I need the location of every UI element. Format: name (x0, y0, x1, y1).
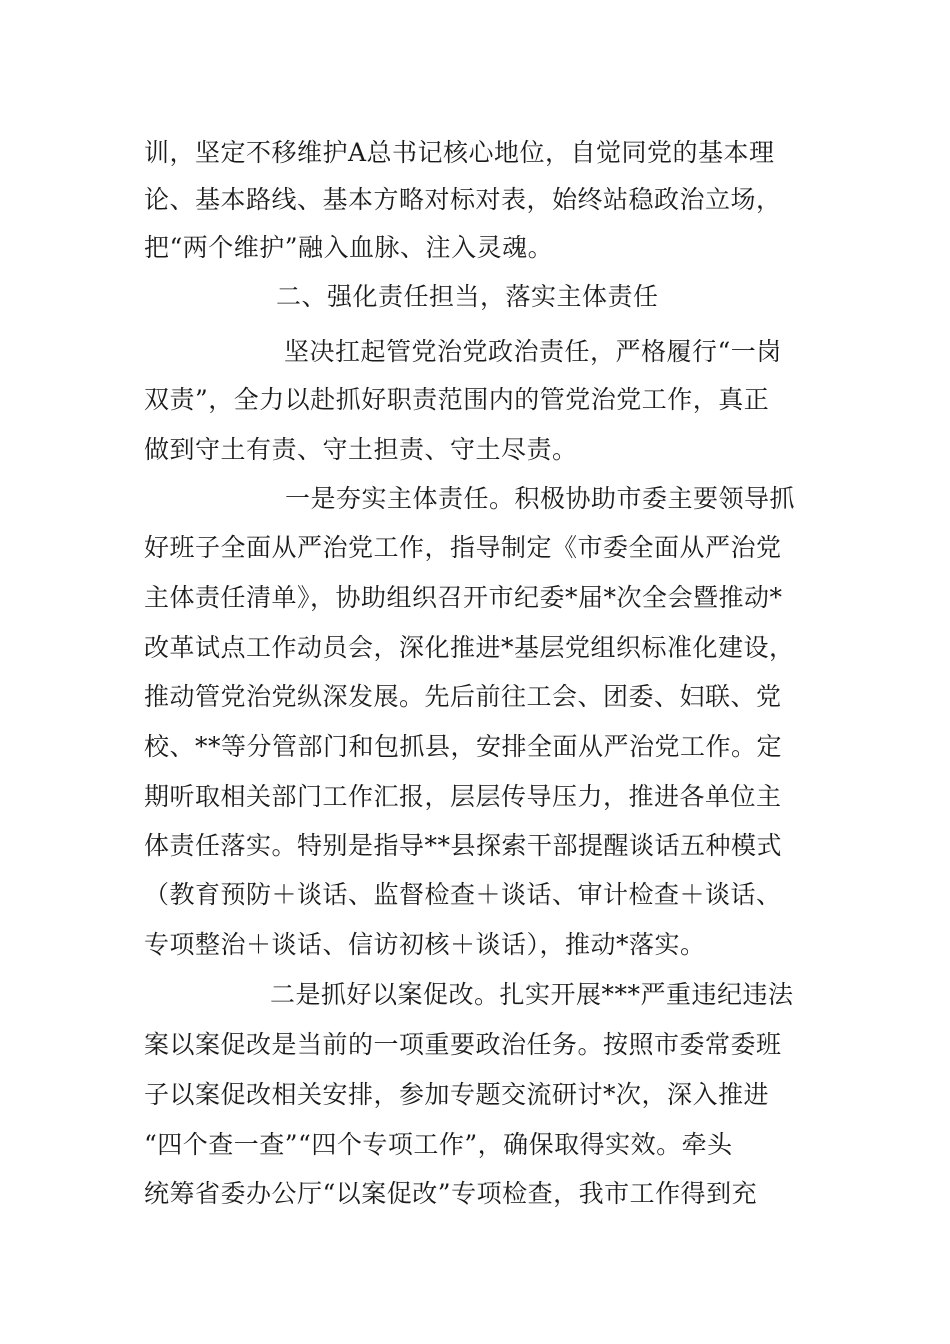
text-line: 案以案促改是当前的一项重要政治任务。按照市委常委班 (144, 1030, 782, 1059)
text-line: 好班子全面从严治党工作，指导制定《市委全面从严治党 (144, 533, 782, 562)
text-line: 训，坚定不移维护A总书记核心地位，自觉同党的基本理 (144, 138, 775, 167)
text-line: 坚决扛起管党治党政治责任，严格履行“一岗 (284, 337, 782, 366)
text-line: 统筹省委办公厅“以案促改”专项检查，我市工作得到充 (144, 1179, 758, 1208)
text-line: 体责任落实。特别是指导**县探索干部提醒谈话五种模式 (144, 831, 783, 860)
text-line: 做到守土有责、守土担责、守土尽责。 (144, 435, 578, 464)
text-line: 改革试点工作动员会，深化推进*基层党组织标准化建设， (144, 633, 795, 662)
text-line: 把“两个维护”融入血脉、注入灵魂。 (144, 233, 554, 262)
text-line: 校、**等分管部门和包抓县，安排全面从严治党工作。定 (144, 732, 783, 761)
text-line: （教育预防＋谈话、监督检查＋谈话、审计检查＋谈话、 (144, 880, 782, 909)
text-line: 论、基本路线、基本方略对标对表，始终站稳政治立场， (144, 185, 782, 214)
text-line: 二是抓好以案促改。扎实开展***严重违纪违法 (270, 980, 794, 1009)
text-line: 期听取相关部门工作汇报，层层传导压力，推进各单位主 (144, 782, 782, 811)
text-line: 双责”，全力以赴抓好职责范围内的管党治党工作，真正 (144, 385, 770, 414)
text-line: 推动管党治党纵深发展。先后前往工会、团委、妇联、党 (144, 682, 782, 711)
text-line: “四个查一查”“四个专项工作”，确保取得实效。牵头 (144, 1130, 733, 1159)
text-line: 主体责任清单》，协助组织召开市纪委*届*次全会暨推动* (144, 583, 783, 612)
text-line: 子以案促改相关安排，参加专题交流研讨*次，深入推进 (144, 1080, 770, 1109)
section-heading: 二、强化责任担当，落实主体责任 (276, 282, 659, 311)
text-line: 专项整治＋谈话、信访初核＋谈话），推动*落实。 (144, 930, 706, 959)
text-line: 一是夯实主体责任。积极协助市委主要领导抓 (285, 484, 796, 513)
